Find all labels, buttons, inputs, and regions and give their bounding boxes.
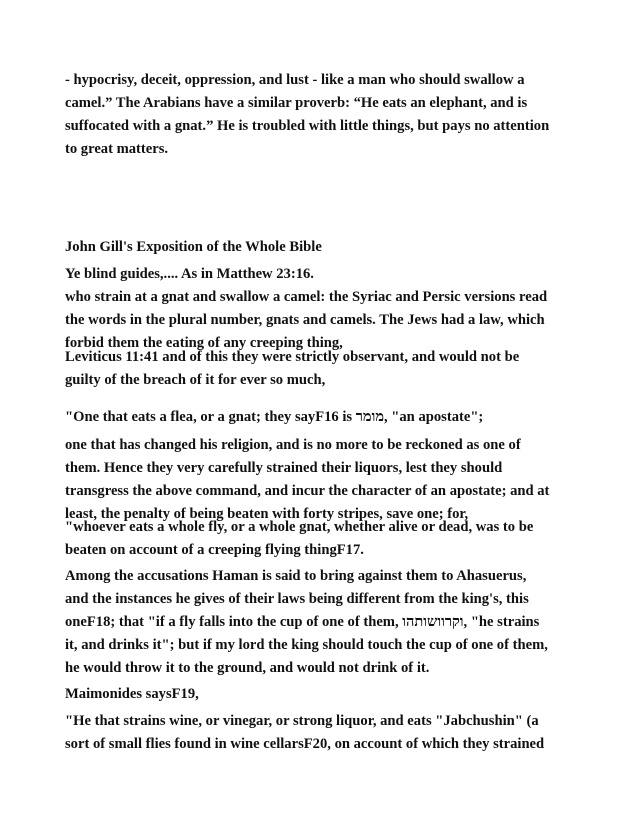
text-line: one that has changed his religion, and is no more to be reckoned as one of: [65, 437, 521, 453]
text-line: sort of small flies found in wine cellarsF20, on account of which they strained: [65, 736, 545, 752]
paragraph-strains-wine-quote: [65, 710, 570, 756]
text-line: Ye blind guides,.... As in Matthew 23:16.: [65, 266, 314, 282]
section-heading-gill: [65, 236, 570, 259]
text-line: Maimonides saysF19,: [65, 686, 199, 702]
text-line: suffocated with a gnat.” He is troubled with little things, but pays no attention: [65, 118, 550, 134]
text-line: Among the accusations Haman is said to bring against them to Ahasuerus,: [65, 568, 527, 584]
text-line: "whoever eats a whole fly, or a whole gnat, whether alive or dead, was to be: [65, 519, 534, 535]
paragraph-maimonides: [65, 683, 570, 706]
text-line: oneF18; that "if a fly falls into the cup of one of them, וקרוושותהו, "he strains: [65, 614, 540, 630]
text-line: camel.” The Arabians have a similar proverb: “He eats an elephant, and is: [65, 95, 528, 111]
text-line: Leviticus 11:41 and of this they were strictly observant, and would not be: [65, 349, 520, 365]
text-line: transgress the above command, and incur the character of an apostate; and at: [65, 483, 550, 499]
text-line: "He that strains wine, or vinegar, or strong liquor, and eats "Jabchushin" (a: [65, 713, 539, 729]
paragraph-flea-quote: [65, 406, 570, 429]
paragraph-apostate: [65, 434, 570, 526]
paragraph-haman: [65, 565, 570, 680]
text-line: John Gill's Exposition of the Whole Bible: [65, 239, 322, 255]
text-line: and the instances he gives of their laws being different from the king's, this: [65, 591, 529, 607]
paragraph-blind-guides: [65, 263, 570, 286]
text-line: guilty of the breach of it for ever so much,: [65, 372, 326, 388]
text-line: the words in the plural number, gnats and camels. The Jews had a law, which: [65, 312, 545, 328]
paragraph-whole-fly-quote: [65, 516, 570, 562]
text-line: it, and drinks it"; but if my lord the king should touch the cup of one of them,: [65, 637, 548, 653]
text-line: beaten on account of a creeping flying thingF17.: [65, 542, 364, 558]
text-line: least, the penalty of being beaten with forty stripes, save one; for,: [65, 506, 469, 522]
text-line: - hypocrisy, deceit, oppression, and lust - like a man who should swallow a: [65, 72, 525, 88]
paragraph-leviticus: [65, 346, 570, 392]
paragraph-barnes-conclusion: [65, 69, 570, 161]
text-line: he would throw it to the ground, and would not drink of it.: [65, 660, 430, 676]
text-line: to great matters.: [65, 141, 169, 157]
paragraph-strain-gnat: [65, 286, 570, 355]
text-line: "One that eats a flea, or a gnat; they sayF16 is מומר, "an apostate";: [65, 409, 484, 425]
text-line: forbid them the eating of any creeping thing,: [65, 335, 343, 351]
text-line: them. Hence they very carefully strained their liquors, lest they should: [65, 460, 503, 476]
text-line: who strain at a gnat and swallow a camel: the Syriac and Persic versions read: [65, 289, 548, 305]
